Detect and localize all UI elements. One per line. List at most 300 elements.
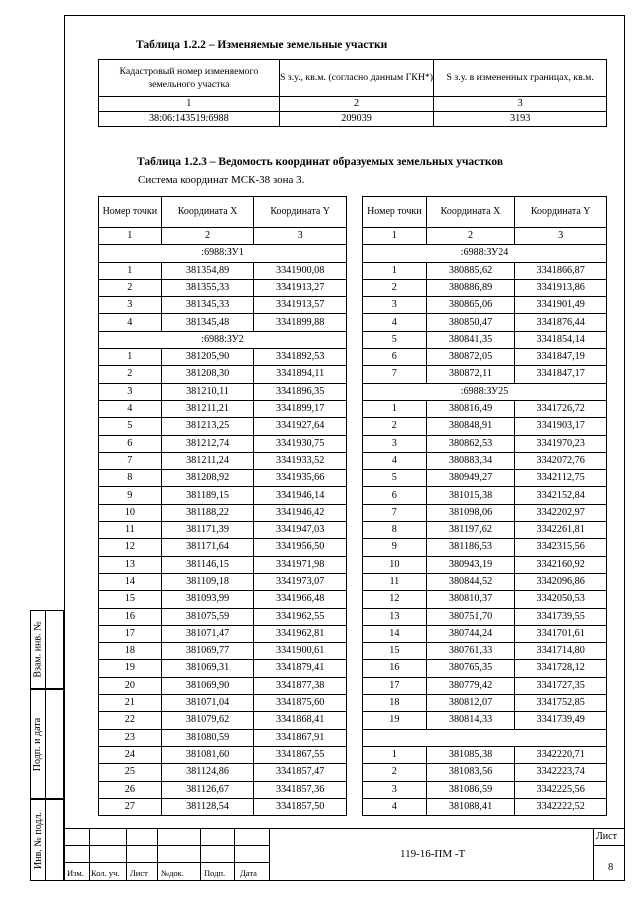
sheet-number: 8 xyxy=(608,862,614,873)
coord-x: 381197,62 xyxy=(426,522,515,539)
t1-area-new: 3193 xyxy=(434,112,607,127)
coord-x: 381354,89 xyxy=(161,262,254,279)
point-number: 25 xyxy=(99,764,162,781)
side-label-inv: Инв. № подл. xyxy=(32,811,44,869)
coord-x: 381171,39 xyxy=(161,522,254,539)
coord-x: 381086,59 xyxy=(426,781,515,798)
side-strip-inv xyxy=(30,799,64,881)
coord-x: 381186,53 xyxy=(426,539,515,556)
coord-y: 3341913,86 xyxy=(515,279,607,296)
coord-y: 3341956,50 xyxy=(254,539,347,556)
point-number: 2 xyxy=(363,764,427,781)
coords-table-left xyxy=(98,196,347,816)
point-number: 5 xyxy=(99,418,162,435)
coord-x: 380850,47 xyxy=(426,314,515,331)
coord-x: 381212,74 xyxy=(161,435,254,452)
point-number-header: Номер точки xyxy=(363,197,427,228)
point-number: 16 xyxy=(99,608,162,625)
coord-x: 381210,11 xyxy=(161,383,254,400)
point-number: 17 xyxy=(99,625,162,642)
coord-x: 380779,42 xyxy=(426,677,515,694)
coord-y: 3342202,97 xyxy=(515,504,607,521)
coord-x: 380862,53 xyxy=(426,435,515,452)
point-number: 19 xyxy=(99,660,162,677)
point-number: 1 xyxy=(363,262,427,279)
coord-x: 380949,27 xyxy=(426,470,515,487)
coords-header-row xyxy=(363,197,607,228)
coord-y: 3341875,60 xyxy=(254,695,347,712)
point-number: 2 xyxy=(363,279,427,296)
coord-x: 381085,38 xyxy=(426,746,515,763)
table-row xyxy=(363,660,607,677)
table-row xyxy=(363,504,607,521)
section-row xyxy=(363,245,607,262)
coord-x: 381208,92 xyxy=(161,470,254,487)
coord-y: 3341933,52 xyxy=(254,452,347,469)
coord-y: 3341752,85 xyxy=(515,695,607,712)
coord-y: 3342220,71 xyxy=(515,746,607,763)
coord-y: 3341867,91 xyxy=(254,729,347,746)
coord-y: 3341913,57 xyxy=(254,297,347,314)
table-row xyxy=(363,452,607,469)
point-number: 7 xyxy=(99,452,162,469)
point-number: 21 xyxy=(99,695,162,712)
table-row xyxy=(99,418,347,435)
point-number: 27 xyxy=(99,798,162,815)
coord-x: 381071,47 xyxy=(161,625,254,642)
coord-x: 380814,33 xyxy=(426,712,515,729)
coords-table-right xyxy=(362,196,607,816)
point-number: 1 xyxy=(363,400,427,417)
section-label: :6988:ЗУ25 xyxy=(363,383,607,400)
table-row xyxy=(363,279,607,296)
point-number: 3 xyxy=(363,435,427,452)
point-number: 11 xyxy=(99,522,162,539)
stamp-col-count: Кол. уч. xyxy=(91,868,120,878)
table-row xyxy=(99,470,347,487)
coord-x: 381069,31 xyxy=(161,660,254,677)
point-number: 24 xyxy=(99,746,162,763)
coord-y: 3342222,52 xyxy=(515,798,607,815)
point-number: 18 xyxy=(363,695,427,712)
coord-x: 381189,15 xyxy=(161,487,254,504)
stamp-col-sign: Подп. xyxy=(204,868,226,878)
side-strip-sign xyxy=(30,689,64,799)
table-row xyxy=(363,297,607,314)
table-row xyxy=(363,643,607,660)
coord-x-header: Координата X xyxy=(426,197,515,228)
document-code: 119-16-ПМ -Т xyxy=(400,848,466,860)
point-number: 2 xyxy=(99,279,162,296)
coord-x: 380943,19 xyxy=(426,556,515,573)
point-number: 3 xyxy=(99,383,162,400)
coord-y: 3341946,14 xyxy=(254,487,347,504)
point-number: 13 xyxy=(363,608,427,625)
coord-x: 381093,99 xyxy=(161,591,254,608)
coord-y: 3341714,80 xyxy=(515,643,607,660)
coord-x: 381083,56 xyxy=(426,764,515,781)
coord-y: 3341900,08 xyxy=(254,262,347,279)
table-row xyxy=(99,695,347,712)
coord-x: 381088,41 xyxy=(426,798,515,815)
point-number: 2 xyxy=(99,366,162,383)
stamp-col-change: Изм. xyxy=(67,868,84,878)
coord-x: 380844,52 xyxy=(426,573,515,590)
coord-y: 3342112,75 xyxy=(515,470,607,487)
point-number: 9 xyxy=(99,487,162,504)
stamp-col-date: Дата xyxy=(240,868,257,878)
section-row xyxy=(99,331,347,348)
coord-y: 3341930,75 xyxy=(254,435,347,452)
coord-y: 3341927,64 xyxy=(254,418,347,435)
point-number: 15 xyxy=(99,591,162,608)
table-row xyxy=(99,746,347,763)
t1-header-cadastral: Кадастровый номер изменяемого земельного участка xyxy=(99,60,280,97)
coord-y: 3342261,81 xyxy=(515,522,607,539)
coord-y: 3341701,61 xyxy=(515,625,607,642)
coord-y: 3341899,17 xyxy=(254,400,347,417)
point-number: 7 xyxy=(363,504,427,521)
table-row xyxy=(363,470,607,487)
point-number: 8 xyxy=(363,522,427,539)
coord-x: 380744,24 xyxy=(426,625,515,642)
table-row xyxy=(363,798,607,815)
table-row xyxy=(363,314,607,331)
coord-x: 380872,11 xyxy=(426,366,515,383)
coord-y: 3341947,03 xyxy=(254,522,347,539)
coord-x: 381188,22 xyxy=(161,504,254,521)
coord-y: 3342225,56 xyxy=(515,781,607,798)
table-row xyxy=(363,591,607,608)
point-number: 23 xyxy=(99,729,162,746)
side-strip-replace xyxy=(30,610,64,689)
point-number: 5 xyxy=(363,470,427,487)
point-number: 4 xyxy=(99,400,162,417)
coord-y: 3342096,86 xyxy=(515,573,607,590)
coord-x: 381345,48 xyxy=(161,314,254,331)
coord-y: 3341935,66 xyxy=(254,470,347,487)
point-number: 18 xyxy=(99,643,162,660)
column-number: 1 xyxy=(363,228,427,245)
coord-y: 3341879,41 xyxy=(254,660,347,677)
coord-y: 3341901,49 xyxy=(515,297,607,314)
coord-y: 3341854,14 xyxy=(515,331,607,348)
coord-y: 3341896,35 xyxy=(254,383,347,400)
coord-y: 3341857,50 xyxy=(254,798,347,815)
point-number: 12 xyxy=(99,539,162,556)
coords-num-row xyxy=(363,228,607,245)
table-row xyxy=(99,435,347,452)
table-row xyxy=(363,435,607,452)
changed-plots-table xyxy=(98,59,607,127)
coord-x: 381213,25 xyxy=(161,418,254,435)
coord-x: 380761,33 xyxy=(426,643,515,660)
coord-x: 381355,33 xyxy=(161,279,254,296)
coord-x: 380865,06 xyxy=(426,297,515,314)
point-number: 13 xyxy=(99,556,162,573)
point-number: 10 xyxy=(99,504,162,521)
point-number: 4 xyxy=(363,798,427,815)
table-row xyxy=(99,400,347,417)
coord-y: 3341966,48 xyxy=(254,591,347,608)
point-number: 20 xyxy=(99,677,162,694)
table-row xyxy=(99,383,347,400)
coord-x: 381345,33 xyxy=(161,297,254,314)
point-number: 16 xyxy=(363,660,427,677)
table1-title: Таблица 1.2.2 – Изменяемые земельные участки xyxy=(136,39,388,51)
point-number: 4 xyxy=(363,314,427,331)
coord-x: 380848,91 xyxy=(426,418,515,435)
table-row xyxy=(363,331,607,348)
point-number: 5 xyxy=(363,331,427,348)
stamp-col-sheet: Лист xyxy=(130,868,148,878)
column-number: 2 xyxy=(161,228,254,245)
section-label: :6988:ЗУ24 xyxy=(363,245,607,262)
coord-x: 381124,86 xyxy=(161,764,254,781)
table-row xyxy=(99,764,347,781)
point-number: 8 xyxy=(99,470,162,487)
table-row xyxy=(99,712,347,729)
table-row xyxy=(99,504,347,521)
table-row xyxy=(363,487,607,504)
coord-y: 3341903,17 xyxy=(515,418,607,435)
table-row xyxy=(99,349,347,366)
table-row xyxy=(363,522,607,539)
coord-x: 381208,30 xyxy=(161,366,254,383)
coords-header-row xyxy=(99,197,347,228)
table-row xyxy=(99,487,347,504)
table-row xyxy=(99,539,347,556)
coords-num-row xyxy=(99,228,347,245)
table-row xyxy=(99,262,347,279)
table-row xyxy=(99,366,347,383)
coord-x: 381075,59 xyxy=(161,608,254,625)
stamp-col-doc: №док. xyxy=(161,868,184,878)
point-number: 14 xyxy=(99,573,162,590)
coord-y: 3341727,35 xyxy=(515,677,607,694)
coord-x-header: Координата X xyxy=(161,197,254,228)
table-row xyxy=(99,556,347,573)
coord-x: 381015,38 xyxy=(426,487,515,504)
t1-num: 2 xyxy=(279,97,434,112)
column-number: 3 xyxy=(515,228,607,245)
table-row xyxy=(99,798,347,815)
side-label-replace: Взам. инв. № xyxy=(32,621,44,678)
coord-x: 380885,62 xyxy=(426,262,515,279)
point-number: 10 xyxy=(363,556,427,573)
coord-y: 3342050,53 xyxy=(515,591,607,608)
section-row xyxy=(363,729,607,746)
coord-x: 381069,77 xyxy=(161,643,254,660)
table-row xyxy=(99,660,347,677)
table-row xyxy=(363,764,607,781)
t1-area-gkn: 209039 xyxy=(279,112,434,127)
coord-x: 380812,07 xyxy=(426,695,515,712)
table-row xyxy=(99,591,347,608)
side-label-sign: Подп. и дата xyxy=(32,717,44,771)
coord-y-header: Координата Y xyxy=(515,197,607,228)
coord-x: 381071,04 xyxy=(161,695,254,712)
table-row xyxy=(363,712,607,729)
column-number: 2 xyxy=(426,228,515,245)
coord-y: 3341946,42 xyxy=(254,504,347,521)
coord-x: 381126,67 xyxy=(161,781,254,798)
table-row xyxy=(99,677,347,694)
coord-x: 380872,05 xyxy=(426,349,515,366)
point-number: 26 xyxy=(99,781,162,798)
coord-y: 3341847,19 xyxy=(515,349,607,366)
table-row xyxy=(363,608,607,625)
table-row xyxy=(99,573,347,590)
coord-x: 381069,90 xyxy=(161,677,254,694)
coord-x: 381211,21 xyxy=(161,400,254,417)
table-row xyxy=(363,677,607,694)
coord-x: 381109,18 xyxy=(161,573,254,590)
coord-y: 3341913,27 xyxy=(254,279,347,296)
sheet-label: Лист xyxy=(596,831,617,842)
coord-y: 3342315,56 xyxy=(515,539,607,556)
coord-y: 3341894,11 xyxy=(254,366,347,383)
coord-x: 381128,54 xyxy=(161,798,254,815)
coord-y: 3341728,12 xyxy=(515,660,607,677)
coord-y: 3342152,84 xyxy=(515,487,607,504)
coord-x: 380765,35 xyxy=(426,660,515,677)
t1-num: 1 xyxy=(99,97,280,112)
coord-y: 3341857,47 xyxy=(254,764,347,781)
table-row xyxy=(363,262,607,279)
coord-x: 380841,35 xyxy=(426,331,515,348)
point-number: 1 xyxy=(363,746,427,763)
coord-x: 380810,37 xyxy=(426,591,515,608)
title-block xyxy=(64,828,625,881)
point-number: 3 xyxy=(363,781,427,798)
coord-x: 381080,59 xyxy=(161,729,254,746)
point-number: 7 xyxy=(363,366,427,383)
table-row xyxy=(363,556,607,573)
table-row xyxy=(99,297,347,314)
coord-y: 3341877,38 xyxy=(254,677,347,694)
coord-y: 3341857,36 xyxy=(254,781,347,798)
table-row xyxy=(99,314,347,331)
coord-x: 381146,15 xyxy=(161,556,254,573)
table-row xyxy=(363,400,607,417)
coord-x: 381211,24 xyxy=(161,452,254,469)
coord-y: 3341971,98 xyxy=(254,556,347,573)
table-row xyxy=(99,729,347,746)
table-row xyxy=(99,452,347,469)
section-label: :6988:ЗУ2 xyxy=(99,331,347,348)
point-number-header: Номер точки xyxy=(99,197,162,228)
point-number: 6 xyxy=(99,435,162,452)
point-number: 19 xyxy=(363,712,427,729)
point-number: 15 xyxy=(363,643,427,660)
coord-x: 381205,90 xyxy=(161,349,254,366)
section-row xyxy=(99,245,347,262)
point-number: 1 xyxy=(99,349,162,366)
coord-y: 3341900,61 xyxy=(254,643,347,660)
coord-y: 3342072,76 xyxy=(515,452,607,469)
coord-x: 380816,49 xyxy=(426,400,515,417)
coord-y: 3341973,07 xyxy=(254,573,347,590)
table-row xyxy=(363,746,607,763)
coord-y: 3341739,55 xyxy=(515,608,607,625)
point-number: 6 xyxy=(363,349,427,366)
point-number: 2 xyxy=(363,418,427,435)
column-number: 1 xyxy=(99,228,162,245)
t1-header-area-gkn: S з.у., кв.м. (согласно данным ГКН*) xyxy=(279,60,434,97)
table2-title: Таблица 1.2.3 – Ведомость координат образуемых земельных участков xyxy=(137,156,504,168)
coord-y: 3341867,55 xyxy=(254,746,347,763)
table-row xyxy=(363,695,607,712)
coord-x: 381081,60 xyxy=(161,746,254,763)
column-number: 3 xyxy=(254,228,347,245)
table-row xyxy=(99,608,347,625)
coord-y: 3341868,41 xyxy=(254,712,347,729)
point-number: 4 xyxy=(99,314,162,331)
coord-y: 3341962,55 xyxy=(254,608,347,625)
table-row xyxy=(363,625,607,642)
coord-y: 3341962,81 xyxy=(254,625,347,642)
point-number: 17 xyxy=(363,677,427,694)
table-row xyxy=(363,539,607,556)
section-row xyxy=(363,383,607,400)
coord-x: 380886,89 xyxy=(426,279,515,296)
point-number: 4 xyxy=(363,452,427,469)
table-row xyxy=(363,366,607,383)
coord-y: 3341726,72 xyxy=(515,400,607,417)
table-row xyxy=(363,349,607,366)
coord-y: 3341892,53 xyxy=(254,349,347,366)
section-label: :6988:ЗУ1 xyxy=(99,245,347,262)
t1-num: 3 xyxy=(434,97,607,112)
coord-y: 3341899,88 xyxy=(254,314,347,331)
table-row xyxy=(363,781,607,798)
coord-y: 3342160,92 xyxy=(515,556,607,573)
point-number: 3 xyxy=(99,297,162,314)
coord-y: 3341739,49 xyxy=(515,712,607,729)
coord-x: 380883,34 xyxy=(426,452,515,469)
table-row xyxy=(99,625,347,642)
coord-y: 3341866,87 xyxy=(515,262,607,279)
section-label xyxy=(363,729,607,746)
point-number: 14 xyxy=(363,625,427,642)
table-row xyxy=(99,279,347,296)
point-number: 22 xyxy=(99,712,162,729)
table-row xyxy=(99,781,347,798)
t1-header-area-new: S з.у. в измененных границах, кв.м. xyxy=(434,60,607,97)
table-row xyxy=(99,522,347,539)
coord-y: 3342223,74 xyxy=(515,764,607,781)
coord-x: 381171,64 xyxy=(161,539,254,556)
table-row xyxy=(99,643,347,660)
table-row xyxy=(363,573,607,590)
point-number: 9 xyxy=(363,539,427,556)
point-number: 3 xyxy=(363,297,427,314)
coord-y: 3341876,44 xyxy=(515,314,607,331)
coord-y: 3341847,17 xyxy=(515,366,607,383)
t1-cadastral-number: 38:06:143519:6988 xyxy=(99,112,280,127)
coord-x: 381079,62 xyxy=(161,712,254,729)
point-number: 6 xyxy=(363,487,427,504)
table-row xyxy=(363,418,607,435)
coord-x: 380751,70 xyxy=(426,608,515,625)
coord-y-header: Координата Y xyxy=(254,197,347,228)
point-number: 12 xyxy=(363,591,427,608)
coord-x: 381098,06 xyxy=(426,504,515,521)
coord-y: 3341970,23 xyxy=(515,435,607,452)
point-number: 11 xyxy=(363,573,427,590)
point-number: 1 xyxy=(99,262,162,279)
